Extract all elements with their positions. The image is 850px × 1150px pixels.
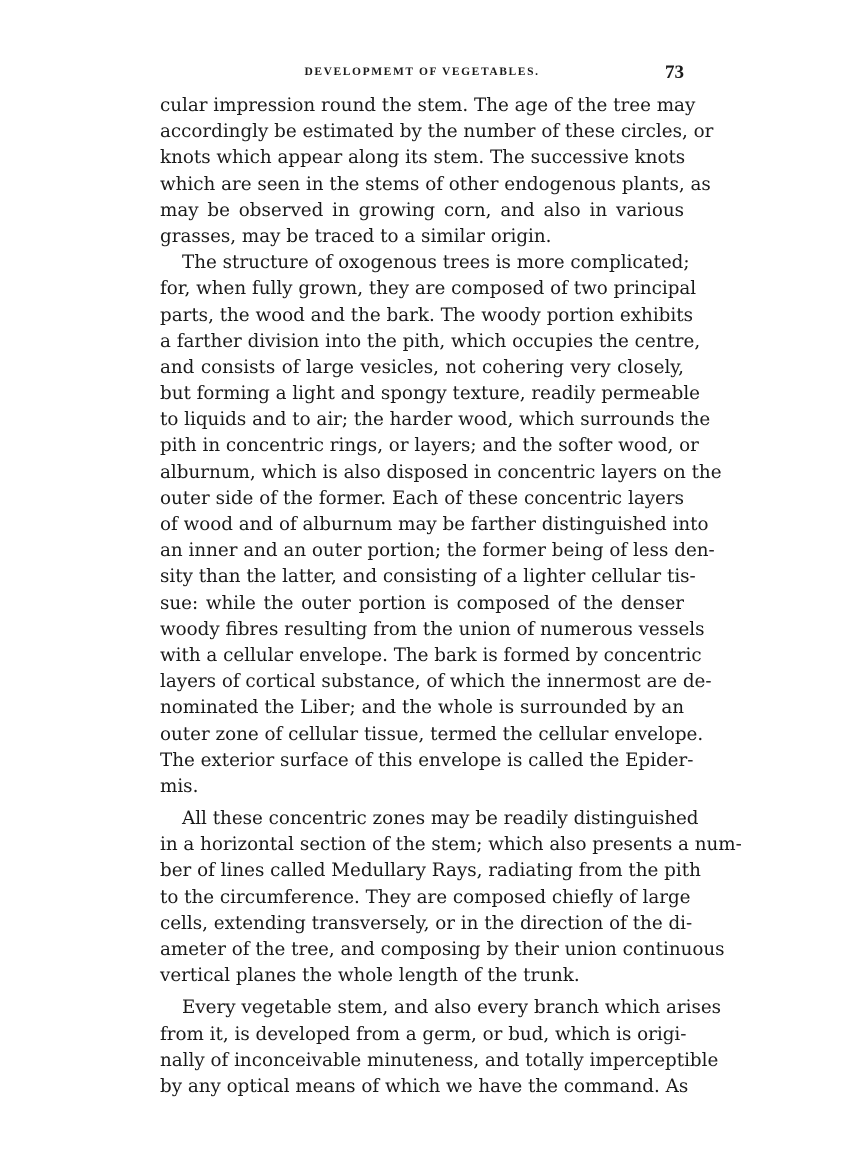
- text-line: in a horizontal section of the stem; which also presents a num-: [160, 834, 742, 856]
- text-line: grasses, may be traced to a similar origin.: [160, 225, 552, 247]
- text-line: mis.: [160, 775, 199, 797]
- text-line: Every vegetable stem, and also every branch which arises: [182, 997, 722, 1019]
- text-line: ber of lines called Medullary Rays, radiating from the pith: [160, 860, 701, 882]
- text-line: layers of cortical substance, of which the innermost are de-: [160, 671, 712, 693]
- text-line: The exterior surface of this envelope is called the Epider-: [160, 749, 694, 771]
- paragraph: [160, 806, 742, 989]
- paragraph: [160, 93, 714, 250]
- text-line: knots which appear along its stem. The successive knots: [160, 147, 686, 169]
- text-line: vertical planes the whole length of the trunk.: [160, 965, 580, 987]
- text-line: to the circumference. They are composed chiefly of large: [160, 886, 691, 908]
- text-line: alburnum, which is also disposed in concentric layers on the: [160, 461, 722, 483]
- text-line: by any optical means of which we have the command. As: [160, 1075, 689, 1097]
- text-line: woody fibres resulting from the union of numerous vessels: [160, 618, 705, 640]
- text-line: pith in concentric rings, or layers; and the softer wood, or: [160, 435, 699, 457]
- paragraph: [160, 250, 722, 800]
- text-line: may be observed in growing corn, and also in various: [160, 199, 684, 221]
- running-title: DEVELOPMEMT OF VEGETABLES.: [304, 66, 540, 78]
- text-line: ameter of the tree, and composing by their union continuous: [160, 939, 725, 960]
- text-line: accordingly be estimated by the number of these circles, or: [160, 121, 714, 143]
- text-line: an inner and an outer portion; the former being of less den-: [160, 540, 715, 562]
- text-line: sity than the latter, and consisting of a lighter cellular tis-: [160, 566, 696, 588]
- text-line: of wood and of alburnum may be farther distinguished into: [160, 514, 709, 535]
- text-line: a farther division into the pith, which occupies the centre,: [160, 330, 701, 352]
- text-line: and consists of large vesicles, not cohering very closely,: [160, 356, 684, 378]
- text-line: nally of inconceivable minuteness, and totally imperceptible: [160, 1049, 719, 1071]
- text-line: but forming a light and spongy texture, readily permeable: [160, 383, 700, 405]
- text-line: cular impression round the stem. The age of the tree may: [160, 95, 696, 116]
- text-line: for, when fully grown, they are composed of two principal: [160, 278, 697, 300]
- running-head: [160, 64, 684, 88]
- text-line: parts, the wood and the bark. The woody portion exhibits: [160, 304, 693, 326]
- text-line: sue: while the outer portion is composed of the denser: [160, 592, 684, 614]
- paragraph: [160, 995, 722, 1100]
- text-line: with a cellular envelope. The bark is formed by concentric: [160, 644, 702, 666]
- text-line: from it, is developed from a germ, or bud, which is origi-: [160, 1023, 687, 1045]
- text-line: cells, extending transversely, or in the direction of the di-: [160, 912, 693, 934]
- page-number: 73: [665, 62, 684, 83]
- text-line: which are seen in the stems of other endogenous plants, as: [160, 173, 711, 195]
- text-line: The structure of oxogenous trees is more complicated;: [182, 252, 690, 274]
- text-line: All these concentric zones may be readily distinguished: [182, 808, 699, 830]
- text-line: outer side of the former. Each of these concentric layers: [160, 487, 684, 509]
- text-line: to liquids and to air; the harder wood, which surrounds the: [160, 409, 711, 431]
- body-text: [160, 93, 742, 1100]
- text-line: nominated the Liber; and the whole is surrounded by an: [160, 697, 684, 719]
- text-line: outer zone of cellular tissue, termed the cellular envelope.: [160, 723, 704, 745]
